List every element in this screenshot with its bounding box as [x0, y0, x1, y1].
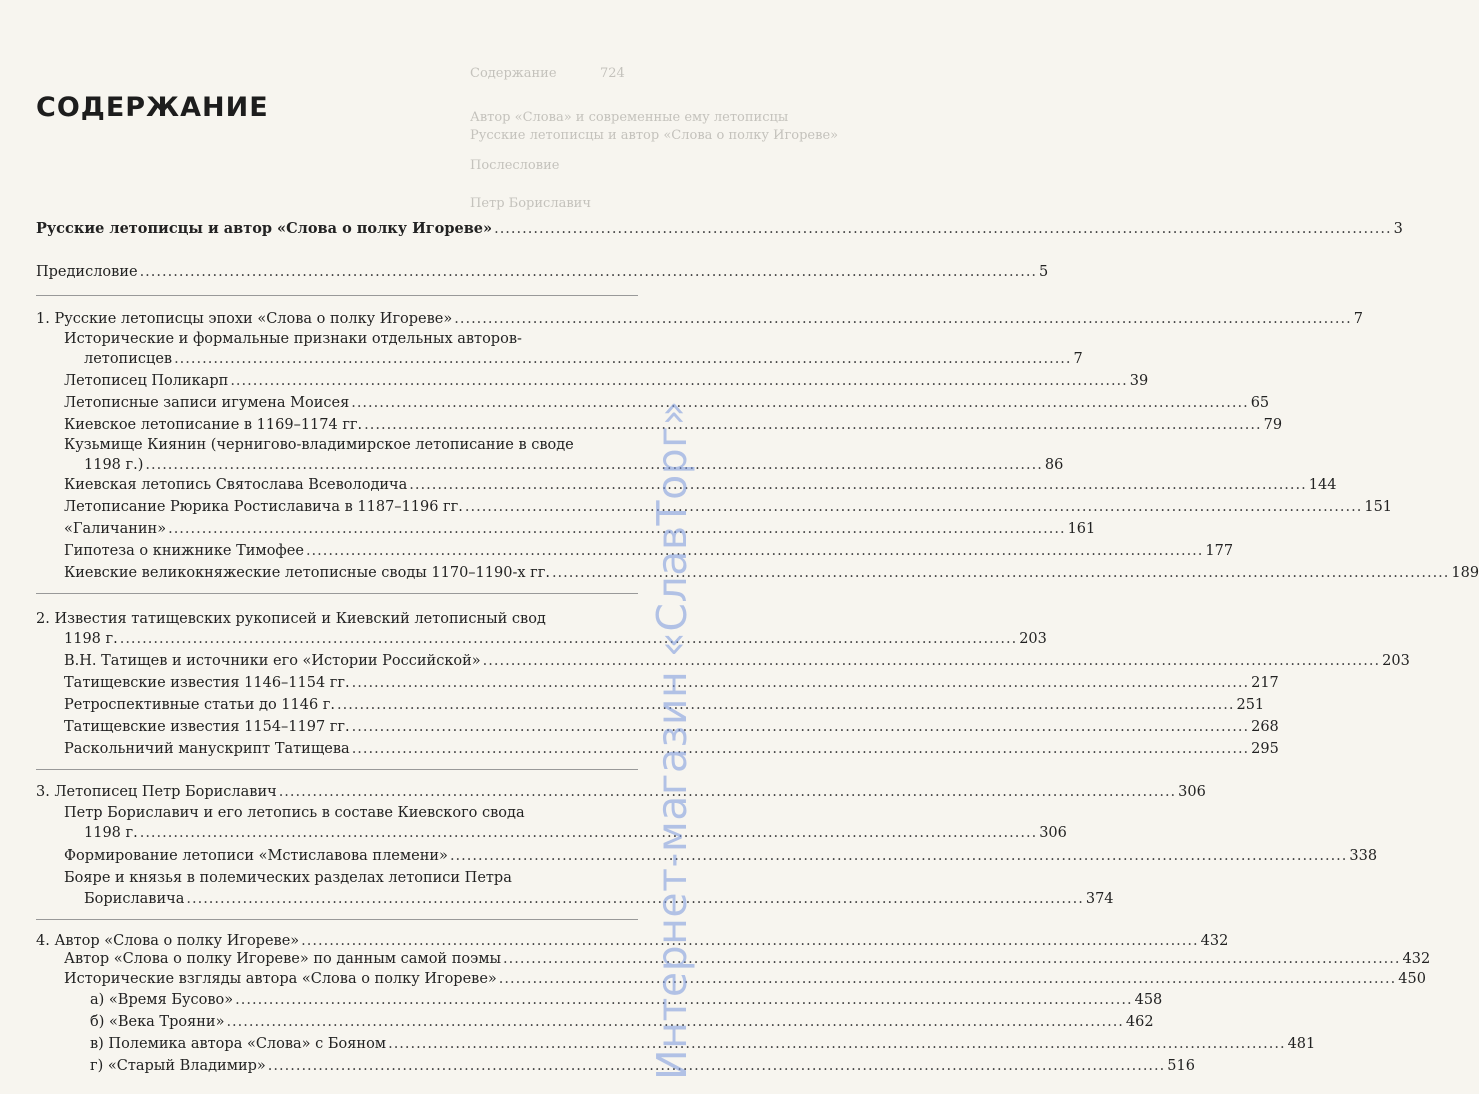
toc-entry-label: В.Н. Татищев и источники его «Истории Российской» [64, 653, 481, 669]
toc-entry-page: 65 [1250, 395, 1270, 411]
page-title: СОДЕРЖАНИЕ [36, 92, 269, 123]
toc-entry[interactable] [90, 1057, 1195, 1075]
toc-entry[interactable] [64, 696, 1265, 714]
toc-entry[interactable] [64, 564, 1479, 582]
toc-entry-page: 7 [1073, 351, 1083, 367]
toc-entry[interactable] [36, 310, 1363, 328]
toc-entry-label: Раскольничий манускрипт Татищева [64, 741, 350, 757]
section-divider [36, 295, 638, 296]
toc-entry-page: 306 [1039, 825, 1067, 841]
toc-entry[interactable] [64, 674, 1279, 692]
toc-entry-label: Предисловие [36, 264, 138, 280]
toc-entry-continuation: Бориславича [84, 891, 185, 907]
toc-entry-label: Исторические взгляды автора «Слова о полку Игореве» [64, 971, 497, 987]
toc-entry-label: Летописец Поликарп [64, 373, 229, 389]
toc-entry[interactable] [64, 630, 1047, 648]
toc-entry[interactable] [84, 890, 1114, 908]
toc-entry[interactable] [90, 1035, 1316, 1053]
toc-entry-label: 1. Русские летописцы эпохи «Слова о полку Игореве» [36, 311, 453, 327]
toc-entry-page: 203 [1019, 631, 1047, 647]
toc-entry-page: 79 [1263, 417, 1283, 433]
toc-entry[interactable] [90, 991, 1163, 1009]
toc-entry[interactable] [64, 372, 1149, 390]
toc-entry[interactable] [84, 824, 1067, 842]
toc-entry-page: 203 [1382, 653, 1410, 669]
toc-entry-label: 3. Летописец Петр Бориславич [36, 784, 277, 800]
store-watermark: Интернет-магазин «СлавТорг» [648, 400, 696, 1080]
toc-entry-label: б) «Века Трояни» [90, 1014, 225, 1030]
toc-entry[interactable] [36, 263, 1049, 281]
toc-entry-page: 374 [1085, 891, 1114, 907]
toc-entry-page: 462 [1125, 1014, 1154, 1030]
toc-entry-page: 432 [1200, 933, 1229, 949]
toc-entry-page: 189 [1451, 565, 1479, 581]
toc-entry[interactable] [64, 718, 1279, 736]
toc-entry[interactable] [36, 783, 1206, 801]
toc-entry-page: 516 [1167, 1058, 1195, 1074]
toc-entry-page: 251 [1236, 697, 1265, 713]
toc-entry-page: 151 [1364, 499, 1393, 515]
toc-entry[interactable] [84, 350, 1083, 368]
toc-entry-label: а) «Время Бусово» [90, 992, 234, 1008]
toc-entry-label: Формирование летописи «Мстиславова племени» [64, 848, 448, 864]
toc-entry-page: 161 [1067, 521, 1096, 537]
toc-entry-label: Русские летописцы и автор «Слова о полку Игореве» [36, 220, 493, 237]
toc-entry-page: 7 [1353, 311, 1363, 327]
toc-entry-page: 338 [1349, 848, 1378, 864]
toc-entry-label: Татищевские известия 1146–1154 гг. [64, 675, 350, 691]
toc-entry-page: 450 [1398, 971, 1426, 987]
toc-entry-label: г) «Старый Владимир» [90, 1058, 266, 1074]
toc-entry-page: 481 [1287, 1036, 1316, 1052]
toc-entry-continuation: 1198 г. [64, 631, 118, 647]
toc-entry[interactable] [64, 950, 1431, 968]
toc-entry-page: 3 [1393, 221, 1403, 237]
toc-entry-label: Исторические и формальные признаки отдельных авторов- [64, 331, 522, 347]
toc-entry-page: 432 [1402, 951, 1431, 967]
toc-entry[interactable] [90, 1013, 1154, 1031]
toc-entry-page: 306 [1178, 784, 1206, 800]
toc-entry-label: Петр Бориславич и его летопись в составе Киевского свода [64, 805, 525, 821]
toc-entry-continuation: летописцев [84, 351, 173, 367]
toc-entry-label: Ретроспективные статьи до 1146 г. [64, 697, 336, 713]
toc-entry-label: в) Полемика автора «Слова» с Бояном [90, 1036, 387, 1052]
toc-entry[interactable] [64, 394, 1270, 412]
toc-entry[interactable] [64, 847, 1378, 865]
bleed-through-text: Содержание 724 Автор «Слова» и современные ему летописцы Русские летописцы и автор «Слова о полку Игореве» Послесловие Петр Бориславич [470, 66, 839, 211]
toc-entry-page: 295 [1251, 741, 1279, 757]
toc-entry-label: Летописание Рюрика Ростиславича в 1187–1196 гг. [64, 499, 463, 515]
toc-entry[interactable] [36, 220, 1403, 238]
toc-entry-label: Киевская летопись Святослава Всеволодича [64, 477, 408, 493]
toc-entry-label: Бояре и князья в полемических разделах летописи Петра [64, 870, 512, 886]
toc-entry-label: 4. Автор «Слова о полку Игореве» [36, 933, 300, 949]
toc-entry[interactable] [64, 476, 1337, 494]
toc-entry-page: 268 [1251, 719, 1279, 735]
toc-entry[interactable] [84, 456, 1064, 474]
toc-entry-label: «Галичанин» [64, 521, 167, 537]
toc-entry[interactable] [64, 498, 1393, 516]
toc-entry-page: 217 [1251, 675, 1279, 691]
toc-entry-label: Киевское летописание в 1169–1174 гг. [64, 417, 363, 433]
toc-entry-continuation: 1198 г. [84, 825, 138, 841]
toc-entry-continuation: 1198 г.) [84, 457, 144, 473]
toc-entry[interactable] [64, 740, 1279, 758]
toc-entry-page: 458 [1134, 992, 1163, 1008]
toc-entry-label: Кузьмище Киянин (чернигово-владимирское летописание в своде [64, 437, 574, 453]
toc-entry[interactable] [64, 970, 1426, 988]
toc-entry[interactable] [64, 652, 1410, 670]
toc-entry[interactable] [36, 932, 1229, 950]
section-divider [36, 919, 638, 920]
toc-entry-page: 5 [1039, 264, 1049, 280]
toc-entry-label: Летописные записи игумена Моисея [64, 395, 350, 411]
toc-entry-label: Гипотеза о книжнике Тимофее [64, 543, 304, 559]
toc-entry-page: 86 [1044, 457, 1064, 473]
toc-entry[interactable] [64, 520, 1096, 538]
toc-entry-label: Киевские великокняжеские летописные своды 1170–1190-х гг. [64, 565, 550, 581]
toc-entry[interactable] [64, 542, 1234, 560]
toc-entry-page: 177 [1205, 543, 1234, 559]
toc-entry-label: 2. Известия татищевских рукописей и Киевский летописный свод [36, 611, 546, 627]
toc-entry[interactable] [64, 416, 1283, 434]
toc-entry-page: 144 [1308, 477, 1337, 493]
toc-entry-label: Автор «Слова о полку Игореве» по данным самой поэмы [64, 951, 502, 967]
section-divider [36, 593, 638, 594]
toc-entry-page: 39 [1129, 373, 1149, 389]
section-divider [36, 769, 638, 770]
toc-entry-label: Татищевские известия 1154–1197 гг. [64, 719, 350, 735]
